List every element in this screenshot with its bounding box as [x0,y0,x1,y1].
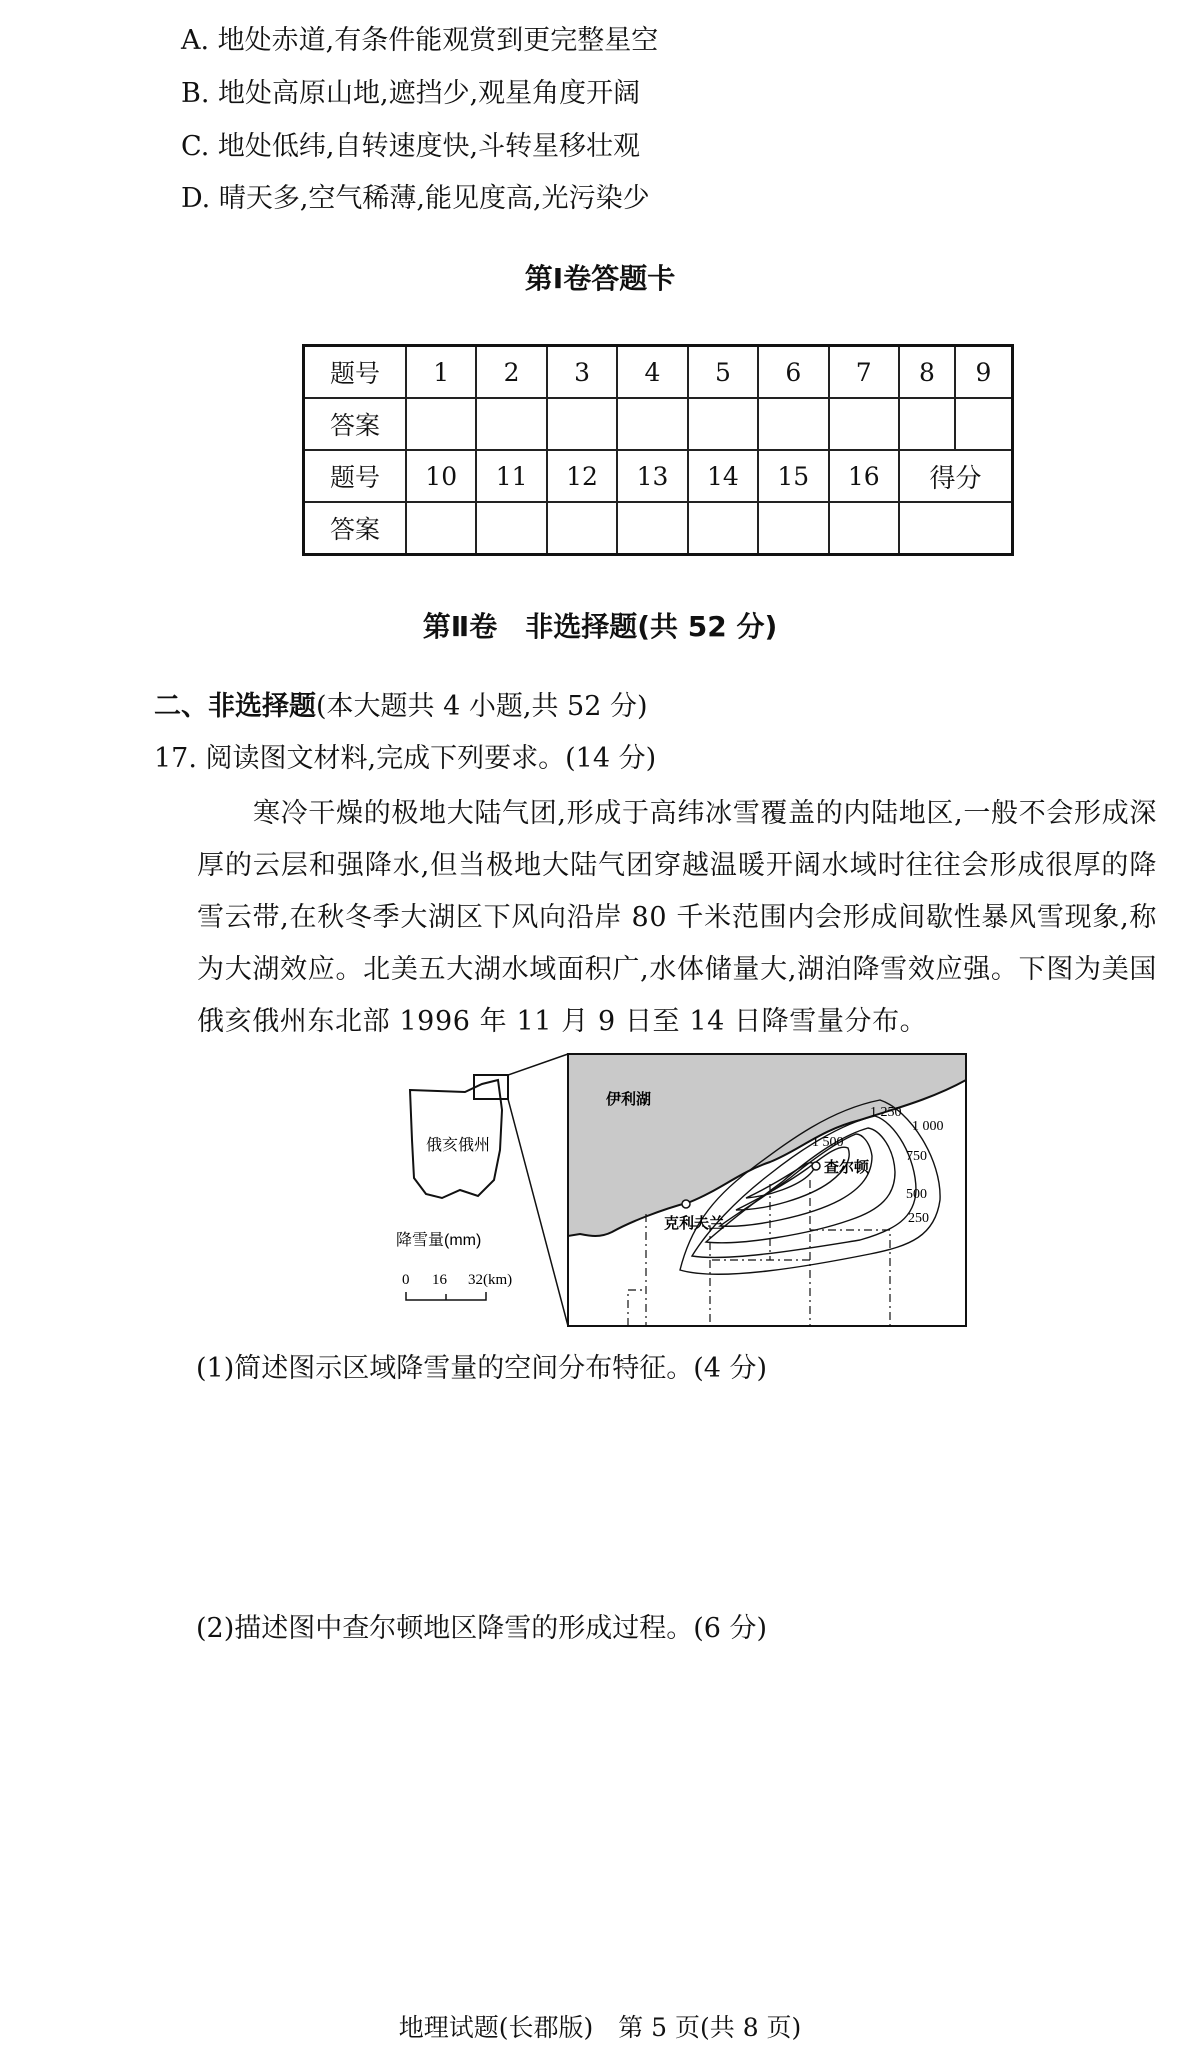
answer-table [302,344,1014,556]
question-number: 3 [547,346,617,399]
answer-cell[interactable] [547,398,617,450]
q17-heading: 17. 阅读图文材料,完成下列要求。(14 分) [154,743,657,774]
table-row [304,450,1013,502]
question-number: 10 [406,450,476,502]
question-number: 16 [829,450,899,502]
city-label: 查尔顿 [824,1159,870,1176]
sub-question-1: (1)简述图示区域降雪量的空间分布特征。(4 分) [196,1353,768,1384]
section-title-rest: (本大题共 4 小题,共 52 分) [316,691,648,722]
question-number: 1 [406,346,476,399]
city-label: 克利夫兰 [664,1215,725,1232]
scale-tick: 16 [432,1272,447,1288]
contour-label: 1 250 [870,1105,902,1120]
score-label: 得分 [899,450,1013,502]
snowfall-map [390,1050,970,1330]
question-number: 7 [829,346,899,399]
table-row [304,346,1013,399]
answer-cell[interactable] [476,502,546,555]
table-row [304,502,1013,555]
answer-cell[interactable] [617,398,687,450]
answer-cell[interactable] [547,502,617,555]
inset-box [474,1075,508,1099]
option-d: D. 晴天多,空气稀薄,能见度高,光污染少 [181,183,650,214]
answer-cell[interactable] [829,398,899,450]
answer-cell[interactable] [899,398,955,450]
state-label: 俄亥俄州 [426,1137,491,1154]
row-label: 答案 [304,502,407,555]
contour-label: 750 [906,1149,927,1164]
answer-cell[interactable] [406,502,476,555]
section-title-bold: 二、非选择题 [154,691,316,722]
row-label: 答案 [304,398,407,450]
answer-cell[interactable] [617,502,687,555]
city-marker [682,1200,690,1208]
answer-cell[interactable] [955,398,1013,450]
row-label: 题号 [304,450,407,502]
question-number: 13 [617,450,687,502]
city-marker [812,1162,820,1170]
legend-title: 降雪量(mm) [396,1232,482,1249]
answer-cell[interactable] [406,398,476,450]
question-number: 2 [476,346,546,399]
q17-paragraph: 寒冷干燥的极地大陆气团,形成于高纬冰雪覆盖的内陆地区,一般不会形成深厚的云层和强降水,但当极地大陆气团穿越温暖开阔水域时往往会形成很厚的降雪云带,在秋冬季大湖区下风向沿岸 80 千米范围内会形成间歇性暴风雪现象,称为大湖效应。北美五大湖水域面积广,水体储量大,湖泊降雪效应强。下图为美国俄亥俄州东北部 1996 年 11 月 9 日至 14 日降雪量分布。 [197,798,1157,1037]
question-number: 8 [899,346,955,399]
question-number: 5 [688,346,758,399]
section-title [154,690,648,724]
answer-cell[interactable] [758,398,828,450]
question-number: 11 [476,450,546,502]
question-number: 9 [955,346,1013,399]
answer-cell[interactable] [688,502,758,555]
question-number: 14 [688,450,758,502]
answer-cell[interactable] [688,398,758,450]
answer-cell[interactable] [476,398,546,450]
contour-label: 1 500 [812,1135,844,1150]
score-cell[interactable] [899,502,1013,555]
contour-label: 250 [908,1211,929,1226]
contour-label: 500 [906,1187,927,1202]
option-b: B. 地处高原山地,遮挡少,观星角度开阔 [181,78,641,109]
table-row [304,398,1013,450]
scale-tick: 32(km) [468,1272,513,1288]
option-a: A. 地处赤道,有条件能观赏到更完整星空 [181,25,659,56]
scale-bar [406,1292,486,1300]
part2-title: 第Ⅱ卷 非选择题(共 52 分) [422,610,778,643]
scale-tick: 0 [402,1272,410,1288]
answer-cell[interactable] [829,502,899,555]
row-label: 题号 [304,346,407,399]
sub-question-2: (2)描述图中查尔顿地区降雪的形成过程。(6 分) [196,1613,768,1644]
answer-card-title: 第Ⅰ卷答题卡 [524,262,676,295]
answer-cell[interactable] [758,502,828,555]
question-number: 6 [758,346,828,399]
question-number: 15 [758,450,828,502]
page-footer: 地理试题(长郡版) 第 5 页(共 8 页) [398,2013,802,2042]
question-number: 12 [547,450,617,502]
option-c: C. 地处低纬,自转速度快,斗转星移壮观 [181,131,641,162]
contour-label: 1 000 [912,1119,944,1134]
lake-label: 伊利湖 [606,1091,652,1108]
question-number: 4 [617,346,687,399]
